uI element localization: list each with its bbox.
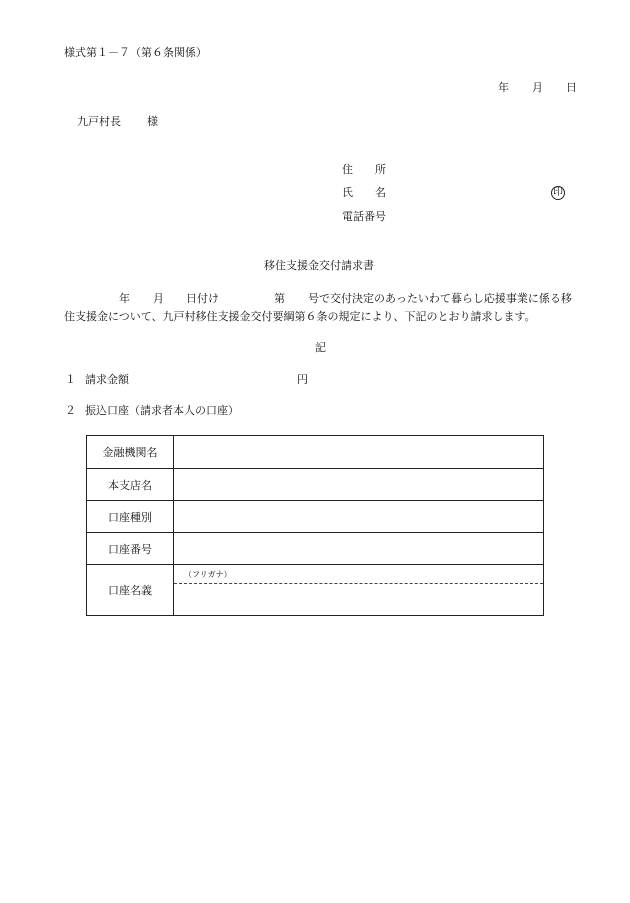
body-line-1-rest: 号で交付決定のあったいわて暮らし応援事業に係る移 xyxy=(308,292,572,305)
body-date-suffix: 日付け xyxy=(186,292,219,305)
account-holder-label: 口座名義 xyxy=(87,565,174,616)
table-row xyxy=(87,469,544,501)
address-label xyxy=(342,164,386,175)
bank-name-field[interactable] xyxy=(174,436,544,469)
item-transfer-account xyxy=(65,405,239,416)
furigana-divider xyxy=(174,583,543,584)
form-number: 様式第１－７（第６条関係） xyxy=(64,46,207,59)
account-number-field[interactable] xyxy=(174,533,544,565)
item-1-label: 請求金額 xyxy=(85,373,129,386)
table-row xyxy=(87,436,544,469)
addressee-honorific: 様 xyxy=(147,115,158,128)
document-title: 移住支援金交付請求書 xyxy=(264,259,374,272)
date-month-label: 月 xyxy=(532,81,543,94)
addressee xyxy=(77,116,158,127)
item-1-number: １ xyxy=(65,373,76,386)
branch-name-label: 本支店名 xyxy=(87,469,174,501)
account-holder-field[interactable] xyxy=(174,565,544,616)
body-month-label: 月 xyxy=(153,292,164,305)
date-year-label: 年 xyxy=(498,81,509,94)
body-line-2: 住支援金について、九戸村移住支援金交付要綱第６条の規定により、下記のとおり請求します。 xyxy=(64,310,536,323)
name-label-char-1: 氏 xyxy=(342,186,353,199)
bank-account-table xyxy=(86,435,544,616)
furigana-label: （フリガナ） xyxy=(184,570,232,579)
name-label xyxy=(342,187,386,198)
body-number-prefix: 第 xyxy=(274,292,285,305)
table-row xyxy=(87,533,544,565)
bank-name-label: 金融機関名 xyxy=(87,436,174,469)
phone-label: 電話番号 xyxy=(342,210,386,223)
yen-unit: 円 xyxy=(297,373,308,386)
table-row xyxy=(87,565,544,616)
ki-heading: 記 xyxy=(315,341,326,354)
body-year-label: 年 xyxy=(119,292,130,305)
item-2-label: 振込口座（請求者本人の口座） xyxy=(85,404,239,417)
address-label-char-1: 住 xyxy=(342,163,353,176)
table-row xyxy=(87,501,544,533)
item-2-number: ２ xyxy=(65,404,76,417)
address-label-char-2: 所 xyxy=(375,163,386,176)
body-line-1 xyxy=(64,293,576,305)
branch-name-field[interactable] xyxy=(174,469,544,501)
date-line xyxy=(498,82,576,94)
account-type-label: 口座種別 xyxy=(87,501,174,533)
account-type-field[interactable] xyxy=(174,501,544,533)
account-number-label: 口座番号 xyxy=(87,533,174,565)
seal-mark: 印 xyxy=(553,187,563,198)
addressee-name: 九戸村長 xyxy=(77,115,121,128)
name-label-char-2: 名 xyxy=(375,186,386,199)
date-day-label: 日 xyxy=(566,81,577,94)
item-requested-amount xyxy=(65,374,129,385)
